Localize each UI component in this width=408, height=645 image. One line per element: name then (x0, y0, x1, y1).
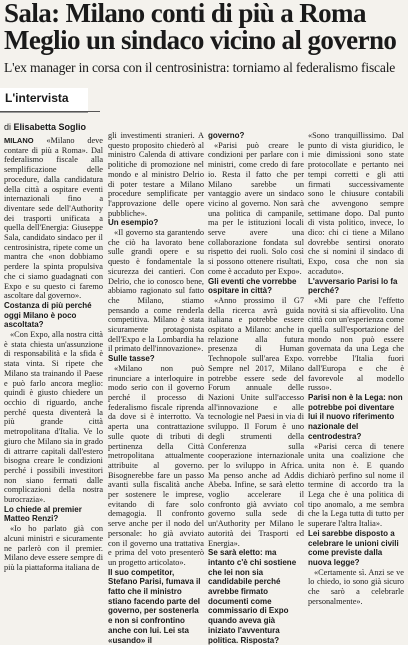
article-paragraph: «Parisi può creare le condizioni per parlare con i ministri, come credo di fare io. Resta il fatto che per Milano sarebbe un vantaggio avere un sindaco vicino al governo. Non sarà una politica di campanile, ma per le istituzioni locali serve avere una collaborazione fondata sul rispetto dei ruoli. Solo così si possono ottenere risultati, come è accaduto per Expo». (208, 140, 304, 276)
section-rule (0, 111, 100, 112)
section-label: L'intervista (5, 91, 69, 105)
paragraph-text: «Milano deve contare di più a Roma». Dal federalismo fiscale alla semplificazione delle procedure, dalla candidatura della città a ospitare eventi internazionali fino a diventare sede dell'Authority dei trasporti unificata a quella dell'Energia: Giuseppe Sala, candidato sindaco per il centrosinistra, ripete come un mantra che «non dobbiamo perdere la spinta propulsiva che ci siamo guadagnati con Expo e su questo ci faremo ascoltare dal governo». (4, 136, 103, 301)
interview-question: Gli eventi che vorrebbe ospitare in città? (208, 276, 297, 296)
interview-question: Costanza di più perché oggi Milano è poco ascoltata? (4, 300, 92, 330)
headline-line-1: Sala: Milano conti di più a Roma (4, 0, 366, 28)
byline-author: Elisabetta Soglio (13, 122, 87, 132)
article-paragraph (4, 136, 103, 301)
interview-question: Lei sarebbe disposto a celebrare le unioni civili come previste dalla nuova legge? (308, 528, 399, 567)
article-paragraph: gli investimenti stranieri. A questo proposito chiederò al ministro Calenda di attivare politiche di promozione nel mondo e al ministro Delrio di poter testare a Milano procedure semplificate per l'approvazione delle opere pubbliche». (108, 131, 204, 218)
article-column-4 (308, 131, 404, 606)
byline-prefix: di (4, 122, 12, 132)
subheadline: L'ex manager in corsa con il centrosinistra: torniamo al federalismo fiscale (4, 60, 396, 75)
dateline: MILANO (4, 136, 34, 145)
article-paragraph: «Milano non può rinunciare a interloquire in modo serio con il governo perché il processo di federalismo fiscale riprenda da dove si è interrotto. Va aperta una contrattazione sulle quote di tributi di pertinenza della Città metropolitana attualmente attribuite al governo. Bisognerebbe fare un passo avanti sulla fiscalità anche per sostenere le imprese, evitando di fare solo demagogia. Il confronto serve anche per il nodo del personale: ho già avviato con il governo una trattativa e prima del voto presenterò un progetto articolato». (108, 363, 204, 567)
interview-question: Il suo competitor, Stefano Parisi, fumava il fatto che il ministro stiano facendo parte del governo, per sostenerla e non si confrontino anche con lui. Lei sta «usando» il (108, 567, 201, 645)
section-label-box (0, 88, 88, 113)
byline (4, 122, 86, 132)
interview-question: L'avversario Parisi lo fa perché? (308, 276, 398, 296)
article-paragraph: «Sono tranquillissimo. Dal punto di vista giuridico, le mie dimissioni sono state protocollate e pertanto nei tempi corretti e gli atti firmati successivamente sono le chiusure contabili che avvengono sempre settimane dopo. Dal punto di vista politico, invece, lo dico: chi ci tiene a Milano dovrebbe sentirsi onorato che si nomini il sindaco di Expo, cosa che non sia accaduto». (308, 131, 404, 276)
interview-question: Se sarà eletto: ma intanto c'è chi sostiene che lei non sia candidabile perché avrebbe firmato documenti come commissario di Expo quando aveva già iniziato l'avventura politica. Risposta? (208, 548, 297, 645)
headline-line-2: Meglio un sindaco vicino al governo (4, 25, 397, 55)
article-paragraph: «Anno prossimo il G7 della ricerca avrà guida italiana e potrebbe essere ospitato a Milano: anche in relazione alla futura presenza di Human Technopole sull'area Expo. Sempre nel 2017, Milano potrebbe essere sede del Forum annuale delle Nazioni Unite sull'accesso all'innovazione e alle tecnologie nel Paesi in via di sviluppo. Il Forum è uno degli strumenti della Conferenza sulla cooperazione internazionale per lo sviluppo in Africa. Ma penso anche ad Addis Abeba. Infine, se sarà eletto voglio accelerare il confronto già avviato col governo sulla sede di un'Authority per Milano le autorità dei Trasporti ed Energia». (208, 295, 304, 548)
article-paragraph: «Certamente sì. Anzi se ve lo chiedo, io sono già sicuro che sarò a celebrarle personalmente». (308, 567, 404, 606)
interview-question: Sulle tasse? (108, 354, 155, 364)
article-paragraph: «Il governo sta garantendo che ciò ha lavorato bene sulle grandi opere e su questo è fondamentale la sicurezza dei cantieri. Con Delrio, che io conosco bene, abbiamo ragionato sul fatto che Milano, stiamo pensando a come renderla competitiva. Milano è stata sicuramente protagonista dell'Expo e la Lombardia ha il primato dell'innovazione». (108, 228, 204, 354)
interview-question-cont: governo? (208, 131, 245, 140)
article-column-2 (108, 131, 204, 645)
article-column-1 (4, 136, 103, 573)
interview-question: Lo chiede al premier Matteo Renzi? (4, 504, 82, 524)
article-paragraph: «Mi pare che l'effetto novità si sia affievolito. Una città con un'esperienza come quella sull'esportazione del mondo non può essere governata da una Lega che vorrebbe l'Italia fuori dall'Europa e che è favorevole al modello russo». (308, 295, 404, 393)
article-column-3 (208, 131, 304, 645)
article-paragraph: «Con Expo, alla nostra città è stata chiesta un'assunzione di responsabilità e la sfida è stata vinta. Si ripete che Milano sta trainando il Paese e può farlo ancora meglio: quindi è giusto chiedere un occhio di riguardo, anche perché questa diventerà la più grande città metropolitana d'Italia. Ve lo giuro che Milano sia in grado di attrarre capitali dall'estero bisogna creare le condizioni perché i possibili investitori non siano fermati dalle complicazioni della nostra burocrazia». (4, 330, 103, 505)
article-paragraph: «Parisi cerca di tenere unita una coalizione che unita non è. E quando dichiarò perfino sul nome il termine di accordo tra la Lega che è una politica di tipo anomalo, a me sembra che la Lega tutta di tutto per superare l'altra Italia». (308, 441, 404, 529)
article-paragraph: «Io ho parlato già con alcuni ministri e sicuramente ne parlerò con il premier. Milano deve essere sempre di più la piattaforma italiana de (4, 524, 103, 572)
interview-question: Un esempio? (108, 218, 159, 228)
interview-question: Parisi non è la Lega: non potrebbe poi diventare lui il nuovo riferimento nazionale del centrodestra? (308, 392, 403, 441)
